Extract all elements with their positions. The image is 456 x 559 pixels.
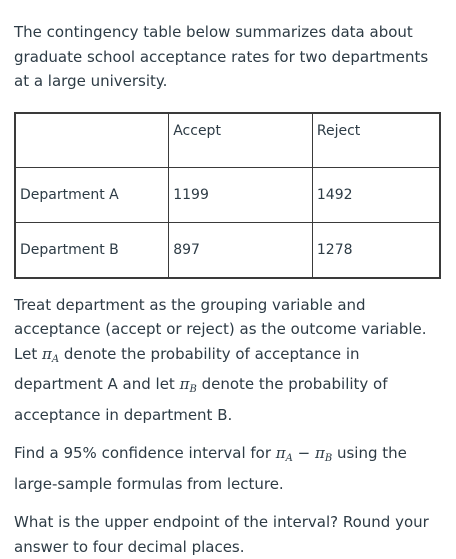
question-paragraph: What is the upper endpoint of the interval? Round your answer to four decimal places. xyxy=(14,513,429,556)
table-cell: Department A xyxy=(15,168,169,223)
pi-a-symbol: $\pi_A$ xyxy=(41,344,60,365)
table-cell: 897 xyxy=(169,223,313,278)
table-row xyxy=(15,223,440,278)
table-header-cell: Reject xyxy=(312,113,440,168)
table-cell: Department B xyxy=(15,223,169,278)
definition-paragraph: Treat department as the grouping variable and acceptance (accept or reject) as the outcome variable. Let $\pi_A$ denote the probability of acceptance in department A and let $\pi_B$ denote the probability of acceptance in department B. xyxy=(14,295,427,424)
table-header-cell: Accept xyxy=(169,113,313,168)
pi-b-symbol: $\pi_B$ xyxy=(315,444,333,464)
table-cell: 1492 xyxy=(312,168,440,223)
task-paragraph: Find a 95% confidence interval for $\pi_A - \pi_B$ using the large-sample formulas from lecture. xyxy=(14,444,407,493)
table-header-row xyxy=(15,113,440,168)
table-cell: 1199 xyxy=(169,168,313,223)
table-row xyxy=(15,168,440,223)
contingency-table xyxy=(14,112,441,279)
table-header-cell xyxy=(15,113,169,168)
pi-a-symbol: $\pi_A$ xyxy=(275,444,293,464)
pi-b-symbol: $\pi_B$ xyxy=(179,375,197,395)
table-cell: 1278 xyxy=(312,223,440,278)
intro-text: The contingency table below summarizes data about graduate school acceptance rates for two departments at a large university. xyxy=(14,23,429,90)
